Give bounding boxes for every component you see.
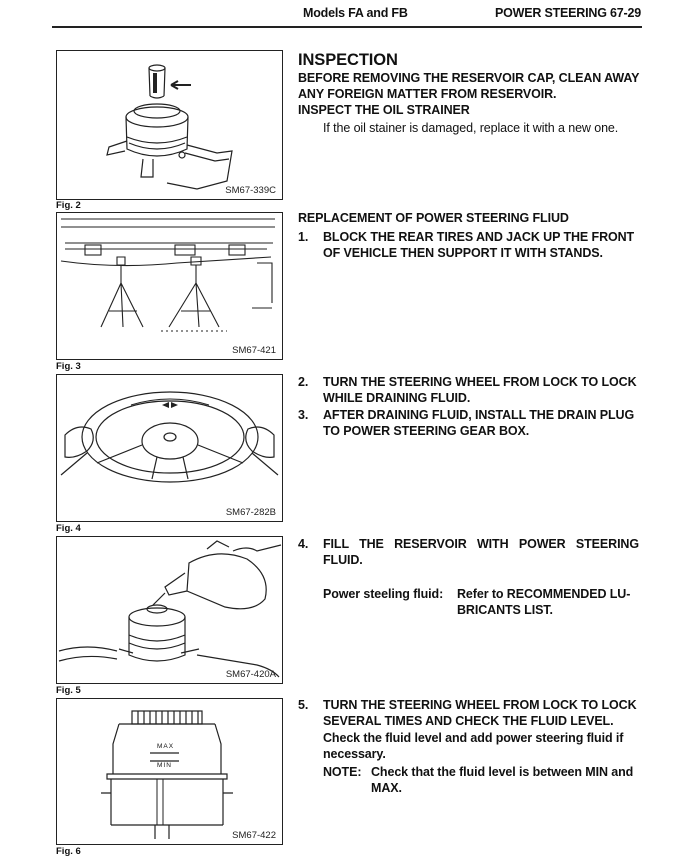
figure-4-steering-wheel — [56, 374, 283, 522]
step-text: TO POWER STEERING GEAR BOX. — [323, 424, 530, 438]
step-text: TURN THE STEERING WHEEL FROM LOCK TO LOCK — [323, 375, 637, 389]
figure-label: Fig. 4 — [56, 523, 81, 534]
figure-3-jack-stands — [56, 212, 283, 360]
figure-code: SM67-339C — [225, 185, 276, 196]
step-text: OF VEHICLE THEN SUPPORT IT WITH STANDS. — [323, 246, 603, 260]
check-text: necessary. — [323, 747, 386, 761]
step-number: 5. — [298, 698, 309, 712]
inspection-note: If the oil stainer is damaged, replace it with a new one. — [323, 121, 619, 135]
check-text: Check the fluid level and add power steering fluid if — [323, 731, 624, 745]
figure-label: Fig. 3 — [56, 361, 81, 372]
note-text: MAX. — [371, 781, 402, 795]
step-number: 3. — [298, 408, 309, 422]
figure-label: Fig. 6 — [56, 846, 81, 857]
step-text: FLUID. — [323, 553, 363, 567]
step-text: FILL THE RESERVOIR WITH POWER STEERING — [323, 537, 639, 551]
jack-stands-drawing — [57, 213, 282, 359]
inspection-line: ANY FOREIGN MATTER FROM RESERVOIR. — [298, 87, 557, 101]
fluid-spec-value: BRICANTS LIST. — [457, 603, 553, 617]
max-level-mark: MAX — [157, 743, 175, 750]
figure-6-fluid-level — [56, 698, 283, 845]
figure-code: SM67-422 — [232, 830, 276, 841]
steering-wheel-drawing — [57, 375, 282, 521]
header-left: Models FA and FB — [303, 6, 408, 20]
figure-code: SM67-282B — [225, 507, 276, 518]
figure-code: SM67-421 — [232, 345, 276, 356]
fluid-spec-value: Refer to RECOMMENDED LU- — [457, 587, 631, 601]
inspection-title: INSPECTION — [298, 51, 398, 69]
fluid-spec-label: Power steeling fluid: — [323, 587, 444, 601]
filling-reservoir-drawing — [57, 537, 282, 683]
inspection-line: INSPECT THE OIL STRAINER — [298, 103, 470, 117]
replacement-title: REPLACEMENT OF POWER STEERING FLIUD — [298, 211, 569, 225]
inspection-line: BEFORE REMOVING THE RESERVOIR CAP, CLEAN AWAY — [298, 71, 640, 85]
figure-code: SM67-420A — [225, 669, 276, 680]
step-text: SEVERAL TIMES AND CHECK THE FLUID LEVEL. — [323, 714, 614, 728]
step-number: 1. — [298, 230, 309, 244]
reservoir-strainer-drawing — [57, 51, 282, 199]
note-text: Check that the fluid level is between MIN and — [371, 765, 634, 779]
reservoir-level-drawing — [57, 699, 282, 844]
header-rule — [52, 26, 642, 28]
step-number: 2. — [298, 375, 309, 389]
step-number: 4. — [298, 537, 309, 551]
figure-2-oil-strainer — [56, 50, 283, 200]
step-text: WHILE DRAINING FLUID. — [323, 391, 471, 405]
figure-label: Fig. 5 — [56, 685, 81, 696]
min-level-mark: MIN — [157, 762, 172, 769]
header-right: POWER STEERING 67-29 — [494, 6, 641, 20]
figure-5-filling-reservoir — [56, 536, 283, 684]
step-text: TURN THE STEERING WHEEL FROM LOCK TO LOCK — [323, 698, 637, 712]
figure-label: Fig. 2 — [56, 200, 81, 211]
step-text: AFTER DRAINING FLUID, INSTALL THE DRAIN PLUG — [323, 408, 635, 422]
note-label: NOTE: — [323, 765, 362, 779]
step-text: BLOCK THE REAR TIRES AND JACK UP THE FRONT — [323, 230, 635, 244]
